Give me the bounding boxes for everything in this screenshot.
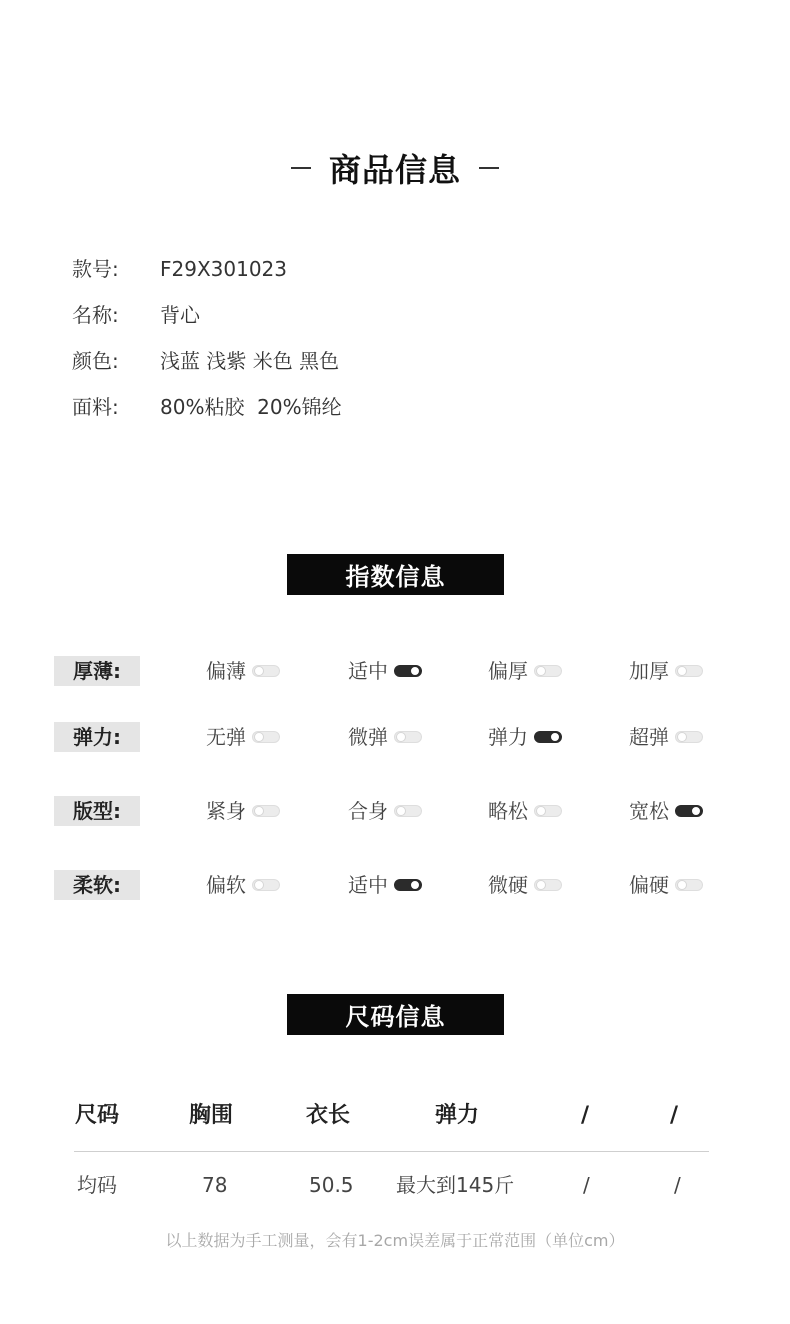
toggle-knob xyxy=(396,732,406,742)
info-row-fabric xyxy=(72,392,342,422)
index-option-label: 无弹 xyxy=(206,725,246,749)
toggle-on-icon xyxy=(394,665,422,677)
size-header-blank-2: / xyxy=(670,1103,679,1128)
toggle-off-icon xyxy=(534,805,562,817)
index-row-label: 弹力: xyxy=(54,722,140,752)
index-row-label: 柔软: xyxy=(54,870,140,900)
toggle-on-icon xyxy=(675,805,703,817)
table-divider xyxy=(74,1151,709,1152)
size-header-size: 尺码 xyxy=(75,1103,120,1128)
index-row-label: 版型: xyxy=(54,796,140,826)
index-option-label: 略松 xyxy=(488,799,528,823)
size-cell-blank-2: / xyxy=(674,1173,681,1197)
toggle-knob xyxy=(254,806,264,816)
size-cell-blank-1: / xyxy=(583,1173,590,1197)
info-value: F29X301023 xyxy=(160,257,288,281)
toggle-knob xyxy=(410,666,420,676)
index-option-label: 弹力 xyxy=(488,725,528,749)
toggle-off-icon xyxy=(675,665,703,677)
title-left-dash xyxy=(291,167,311,169)
index-option xyxy=(629,656,703,686)
index-option xyxy=(206,722,280,752)
toggle-knob xyxy=(536,666,546,676)
toggle-knob xyxy=(536,880,546,890)
info-label: 颜色: xyxy=(72,349,119,373)
index-option-label: 超弹 xyxy=(629,725,669,749)
index-option xyxy=(206,656,280,686)
index-option-label: 偏硬 xyxy=(629,873,669,897)
toggle-off-icon xyxy=(675,879,703,891)
index-option xyxy=(348,656,422,686)
toggle-off-icon xyxy=(675,731,703,743)
product-info-title xyxy=(0,146,790,190)
index-section-banner: 指数信息 xyxy=(287,554,504,595)
toggle-off-icon xyxy=(534,879,562,891)
info-value: 背心 xyxy=(160,303,200,327)
toggle-knob xyxy=(254,732,264,742)
toggle-knob xyxy=(677,666,687,676)
toggle-knob xyxy=(691,806,701,816)
info-label: 面料: xyxy=(72,395,119,419)
size-cell-elasticity: 最大到145斤 xyxy=(396,1173,515,1197)
index-option-label: 微弹 xyxy=(348,725,388,749)
toggle-knob xyxy=(410,880,420,890)
index-option xyxy=(488,656,562,686)
info-value: 80%粘胶 20%锦纶 xyxy=(160,395,342,419)
toggle-knob xyxy=(254,880,264,890)
size-section-banner: 尺码信息 xyxy=(287,994,504,1035)
toggle-knob xyxy=(677,732,687,742)
index-option xyxy=(348,722,422,752)
toggle-off-icon xyxy=(394,731,422,743)
index-option xyxy=(348,796,422,826)
index-option xyxy=(348,870,422,900)
toggle-knob xyxy=(550,732,560,742)
toggle-on-icon xyxy=(394,879,422,891)
title-right-dash xyxy=(479,167,499,169)
size-cell-bust: 78 xyxy=(202,1173,228,1197)
index-option-label: 偏薄 xyxy=(206,659,246,683)
index-option-label: 紧身 xyxy=(206,799,246,823)
toggle-off-icon xyxy=(534,665,562,677)
toggle-off-icon xyxy=(252,665,280,677)
index-option xyxy=(206,870,280,900)
toggle-knob xyxy=(396,806,406,816)
info-row-name xyxy=(72,300,200,330)
index-option-label: 适中 xyxy=(348,659,388,683)
index-option-label: 合身 xyxy=(348,799,388,823)
toggle-off-icon xyxy=(394,805,422,817)
info-label: 名称: xyxy=(72,303,119,327)
index-option xyxy=(206,796,280,826)
toggle-on-icon xyxy=(534,731,562,743)
toggle-off-icon xyxy=(252,805,280,817)
measurement-note: 以上数据为手工测量，会有1-2cm误差属于正常范围（单位cm） xyxy=(165,1231,625,1250)
index-option xyxy=(629,722,703,752)
toggle-knob xyxy=(536,806,546,816)
index-option xyxy=(488,870,562,900)
index-option-label: 偏厚 xyxy=(488,659,528,683)
toggle-off-icon xyxy=(252,879,280,891)
size-header-blank-1: / xyxy=(581,1103,590,1128)
index-option-label: 宽松 xyxy=(629,799,669,823)
size-cell-length: 50.5 xyxy=(309,1173,354,1197)
index-option xyxy=(488,796,562,826)
size-header-length: 衣长 xyxy=(306,1103,351,1128)
index-option xyxy=(629,870,703,900)
index-option-label: 微硬 xyxy=(488,873,528,897)
info-label: 款号: xyxy=(72,257,119,281)
index-option xyxy=(488,722,562,752)
toggle-knob xyxy=(677,880,687,890)
toggle-knob xyxy=(254,666,264,676)
index-option-label: 偏软 xyxy=(206,873,246,897)
size-header-bust: 胸围 xyxy=(189,1103,234,1128)
info-value: 浅蓝 浅紫 米色 黑色 xyxy=(160,349,340,373)
page-title: 商品信息 xyxy=(328,151,461,189)
info-row-style-no xyxy=(72,254,287,284)
toggle-off-icon xyxy=(252,731,280,743)
info-row-color xyxy=(72,346,339,376)
size-cell-size: 均码 xyxy=(77,1173,117,1197)
index-option-label: 适中 xyxy=(348,873,388,897)
index-option-label: 加厚 xyxy=(629,659,669,683)
index-row-label: 厚薄: xyxy=(54,656,140,686)
size-header-elasticity: 弹力 xyxy=(435,1103,480,1128)
index-option xyxy=(629,796,703,826)
